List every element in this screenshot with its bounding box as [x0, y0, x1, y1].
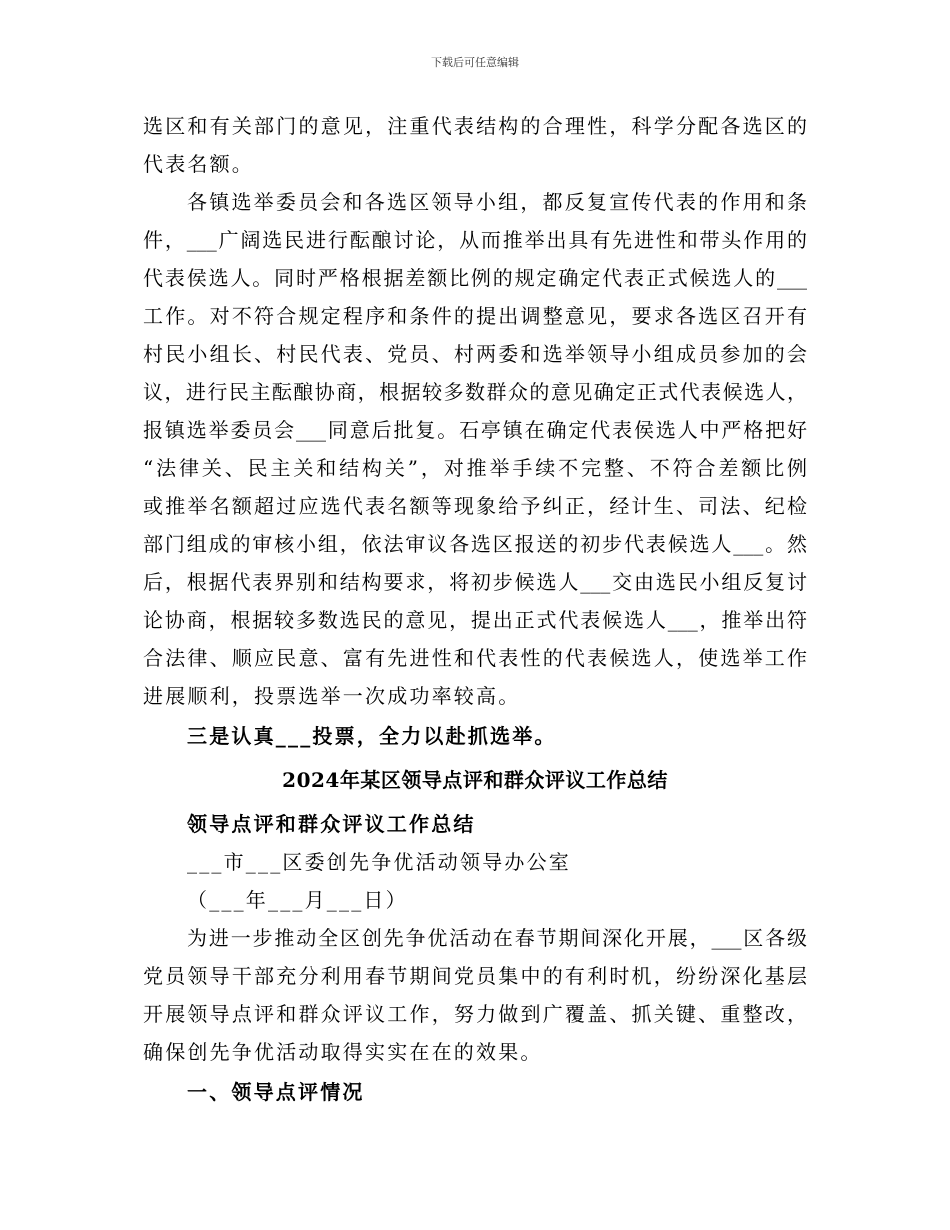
- paragraph-line: 或推举名额超过应选代表名额等现象给予纠正，经计生、司法、纪检: [143, 494, 807, 518]
- page-header-note: 下载后可任意编辑: [431, 56, 519, 69]
- paragraph-line: “法律关、民主关和结构关”，对推举手续不完整、不符合差额比例: [143, 456, 807, 480]
- paragraph-line: 为进一步推动全区创先争优活动在春节期间深化开展，___区各级: [187, 926, 807, 950]
- paragraph-line: 后，根据代表界别和结构要求，将初步候选人___交由选民小组反复讨: [143, 570, 807, 594]
- paragraph-line: 代表名额。: [143, 152, 254, 176]
- section-heading: 三是认真___投票，全力以赴抓选举。: [187, 724, 557, 748]
- document-title: 2024年某区领导点评和群众评议工作总结: [282, 768, 668, 792]
- paragraph-line: 代表侯选人。同时严格根据差额比例的规定确定代表正式候选人的___: [143, 266, 807, 290]
- date-line: （___年___月___日）: [187, 888, 408, 912]
- paragraph-line: 开展领导点评和群众评议工作，努力做到广覆盖、抓关键、重整改，: [143, 1002, 807, 1026]
- document-body: [143, 107, 807, 1111]
- paragraph-line: 选区和有关部门的意见，注重代表结构的合理性，科学分配各选区的: [143, 114, 807, 138]
- subtitle: 领导点评和群众评议工作总结: [187, 812, 476, 836]
- paragraph-line: 部门组成的审核小组，依法审议各选区报送的初步代表候选人___。然: [143, 532, 807, 556]
- paragraph-line: 进展顺利，投票选举一次成功率较高。: [143, 684, 521, 708]
- section-heading: 一、领导点评情况: [187, 1080, 365, 1104]
- paragraph-line: 件，___广阔选民进行酝酿讨论，从而推举出具有先进性和带头作用的: [143, 228, 807, 252]
- paragraph-line: 论协商，根据较多数选民的意见，提出正式代表候选人___，推举出符: [143, 608, 807, 632]
- paragraph-line: 报镇选举委员会___同意后批复。石亭镇在确定代表侯选人中严格把好: [143, 418, 807, 442]
- paragraph-line: 工作。对不符合规定程序和条件的提出调整意见，要求各选区召开有: [143, 304, 807, 328]
- paragraph-line: 议，进行民主酝酿协商，根据较多数群众的意见确定正式代表候选人，: [143, 380, 807, 404]
- paragraph-line: 党员领导干部充分利用春节期间党员集中的有利时机，纷纷深化基层: [143, 964, 807, 988]
- issuer-line: ___市___区委创先争优活动领导办公室: [187, 850, 571, 874]
- paragraph-line: 确保创先争优活动取得实实在在的效果。: [143, 1040, 543, 1064]
- paragraph-line: 各镇选举委员会和各选区领导小组，都反复宣传代表的作用和条: [187, 190, 807, 214]
- paragraph-line: 合法律、顺应民意、富有先进性和代表性的代表候选人，使选举工作: [143, 646, 807, 670]
- paragraph-line: 村民小组长、村民代表、党员、村两委和选举领导小组成员参加的会: [143, 342, 807, 366]
